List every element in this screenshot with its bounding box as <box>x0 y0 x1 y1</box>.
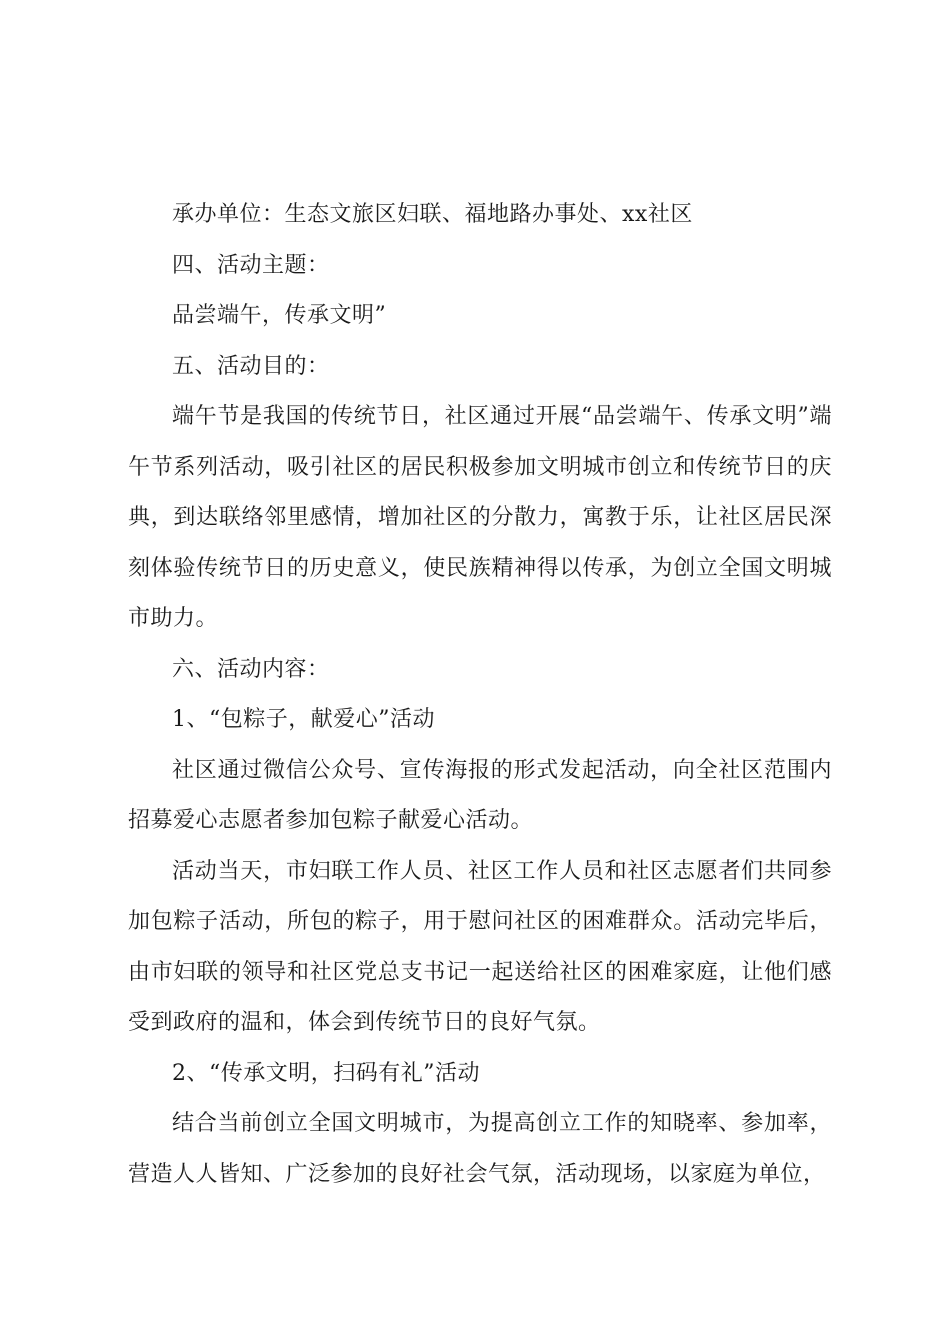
heading-activity-theme: 四、活动主题： <box>172 252 330 278</box>
subheading-scan-code-activity: 2、“传承文明，扫码有礼”活动 <box>172 1060 480 1086</box>
subheading-zongzi-activity: 1、“包粽子，献爱心”活动 <box>172 707 435 732</box>
paragraph-purpose: 端午节是我国的传统节日，社区通过开展“品尝端午、传承文明”端午节系列活动，吸引社区的居民积极参加文明城市创立和传统节日的庆典，到达联络邻里感情，增加社区的分散力，寓教于乐，让社区居民深刻体验传统节日的历史意义，使民族精神得以传承，为创立全国文明城市助力。 <box>128 404 832 631</box>
paragraph-zongzi-day: 活动当天，市妇联工作人员、社区工作人员和社区志愿者们共同参加包粽子活动，所包的粽子，用于慰问社区的困难群众。活动完毕后，由市妇联的领导和社区党总支书记一起送给社区的困难家庭，让他们感受到政府的温和，体会到传统节日的良好气氛。 <box>128 858 832 1035</box>
paragraph-theme: 品尝端午，传承文明” <box>172 303 387 328</box>
paragraph-organizer: 承办单位：生态文旅区妇联、福地路办事处、xx社区 <box>172 202 693 227</box>
paragraph-zongzi-recruit: 社区通过微信公众号、宣传海报的形式发起活动，向全社区范围内招募爱心志愿者参加包粽子献爱心活动。 <box>128 757 832 833</box>
heading-activity-content: 六、活动内容： <box>172 656 330 682</box>
document-body <box>128 190 832 1200</box>
heading-activity-purpose: 五、活动目的： <box>172 353 330 379</box>
paragraph-scan-code: 结合当前创立全国文明城市，为提高创立工作的知晓率、参加率，营造人人皆知、广泛参加的良好社会气氛，活动现场，以家庭为单位， <box>128 1111 832 1187</box>
